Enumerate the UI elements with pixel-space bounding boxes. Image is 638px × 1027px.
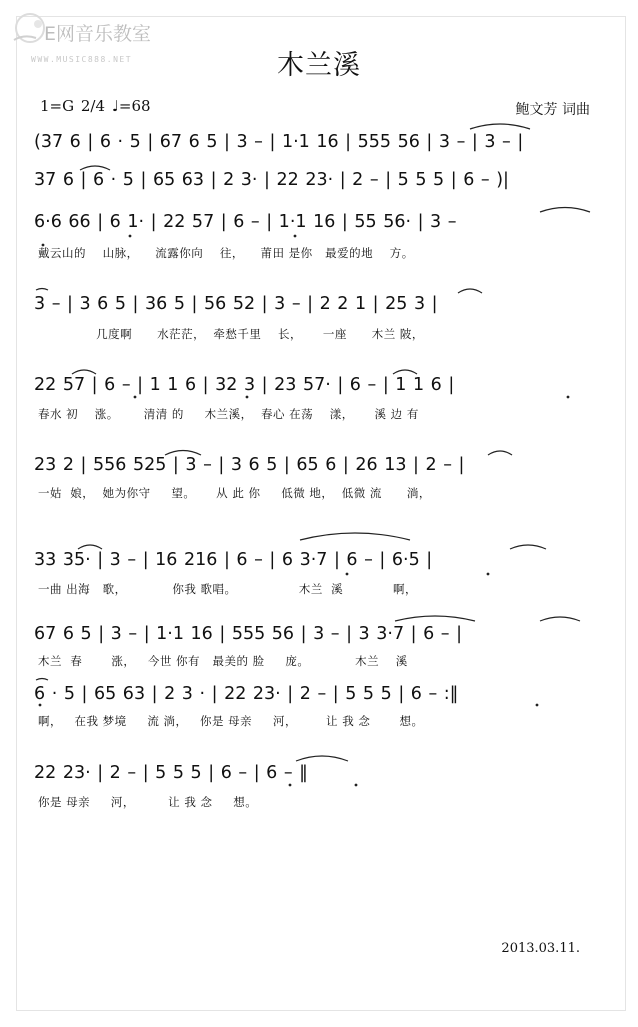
watermark-site-name: E网音乐教室 <box>44 23 152 45</box>
notation-line-8: 67 6 5 | 3 – | 1·1 16 | 555 56 | 3 – | 3 3·7 | 6 – | <box>34 624 463 644</box>
key-meter-tempo <box>40 97 151 115</box>
lyric-line-4: 几度啊 水茫茫， 牵愁千里 长， 一座 木兰 陂， <box>38 327 424 341</box>
key-signature: 1=G <box>40 97 75 115</box>
page-border <box>16 16 626 1011</box>
notation-line-7: 33 35· | 3 – | 16 216 | 6 – | 6 3·7 | 6 – | 6·5 | <box>34 550 433 570</box>
notation-line-10: 22 23· | 2 – | 5 5 5 | 6 – | 6 – ‖ <box>34 763 308 783</box>
watermark-url: WWW.MUSIC888.NET <box>31 55 133 64</box>
notation-line-5: 22 57 | 6 – | 1 1 6 | 32 3 | 23 57· | 6 – | 1 1 6 | <box>34 375 455 395</box>
time-signature: 2/4 <box>80 97 106 115</box>
notation-line-1: (37 6 | 6 · 5 | 67 6 5 | 3 – | 1·1 16 | 555 56 | 3 – | 3 – | <box>34 132 524 152</box>
lyric-line-8: 木兰 春 涨， 今世 你有 最美的 脸 庞。 木兰 溪 <box>38 654 408 668</box>
lyric-line-3: 戴云山的 山脉， 流露你向 往， 莆田 是你 最爱的地 方。 <box>38 246 414 260</box>
lyric-line-7: 一曲 出海 歌， 你我 歌唱。 木兰 溪 啊， <box>38 582 417 596</box>
notation-line-3: 6·6 66 | 6 1· | 22 57 | 6 – | 1·1 16 | 55 56· | 3 – <box>34 212 457 232</box>
lyric-line-6: 一姑 娘， 她为你守 望。 从 此 你 低微 地， 低微 流 淌， <box>38 486 431 500</box>
credits: 鲍文芳 词曲 <box>515 102 590 118</box>
lyric-line-10: 你是 母亲 河， 让 我 念 想。 <box>38 795 258 809</box>
tempo-mark: ♩=68 <box>111 97 151 115</box>
score-date: 2013.03.11. <box>501 941 580 956</box>
lyric-line-9: 啊， 在我 梦境 流 淌， 你是 母亲 河， 让 我 念 想。 <box>38 714 424 728</box>
notation-line-6: 23 2 | 556 525 | 3 – | 3 6 5 | 65 6 | 26 13 | 2 – | <box>34 455 465 475</box>
notation-line-9: 6 · 5 | 65 63 | 2 3 · | 22 23· | 2 – | 5 5 5 | 6 – :‖ <box>34 684 459 704</box>
notation-line-2: 37 6 | 6 · 5 | 65 63 | 2 3· | 22 23· | 2 – | 5 5 5 | 6 – )| <box>34 170 509 190</box>
lyric-line-5: 春水 初 涨。 清清 的 木兰溪， 春心 在荡 漾， 溪 边 有 <box>38 407 419 421</box>
notation-line-4: 3 – | 3 6 5 | 36 5 | 56 52 | 3 – | 2 2 1 | 25 3 | <box>34 294 438 314</box>
score-title: 木兰溪 <box>277 50 361 81</box>
